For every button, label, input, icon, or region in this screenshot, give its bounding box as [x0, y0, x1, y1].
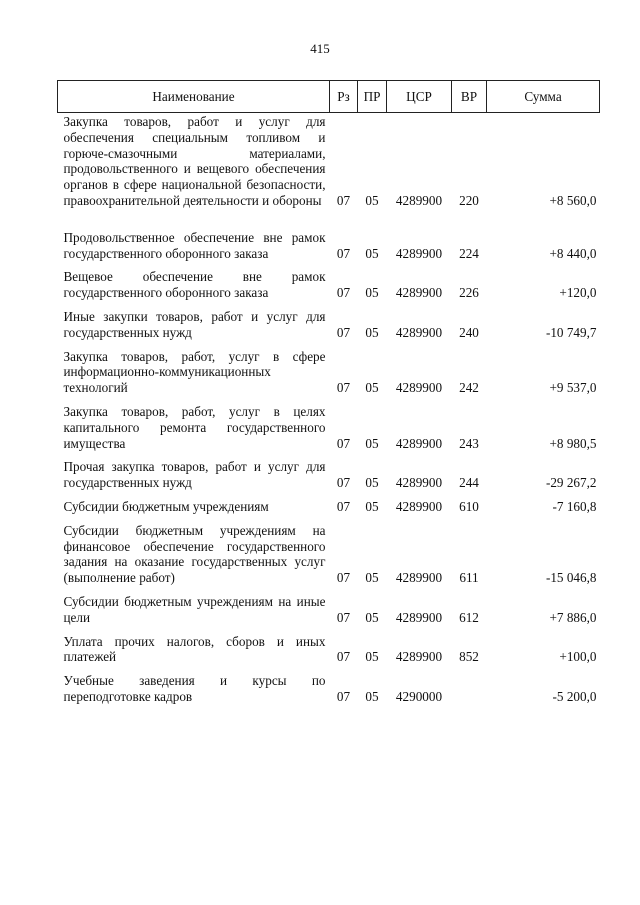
budget-table [57, 80, 600, 713]
cell-sum: -5 200,0 [552, 688, 597, 704]
cell-csr: 4289900 [395, 475, 443, 491]
cell-vr: 611 [459, 570, 479, 586]
cell-sum: +9 537,0 [549, 380, 597, 396]
cell-csr: 4289900 [395, 609, 443, 625]
cell-csr: 4289900 [395, 245, 443, 261]
cell-rz: 07 [336, 570, 351, 586]
cell-pr: 05 [365, 688, 379, 704]
cell-vr: 224 [459, 245, 479, 261]
cell-sum: +8 980,5 [549, 435, 597, 451]
cell-pr: 05 [365, 245, 379, 261]
cell-name: Продовольственное обеспечение вне рамок государственного оборонного заказа [63, 229, 326, 261]
table-header-row [58, 81, 600, 113]
cell-pr: 05 [365, 570, 379, 586]
cell-pr: 05 [365, 324, 379, 340]
cell-vr: 220 [459, 192, 479, 208]
cell-vr [452, 673, 487, 713]
cell-sum: +100,0 [559, 649, 597, 665]
cell-csr: 4289900 [395, 649, 443, 665]
cell-pr: 05 [365, 285, 379, 301]
cell-csr: 4289900 [395, 570, 443, 586]
cell-vr: 240 [459, 324, 479, 340]
cell-name: Закупка товаров, работ, услуг в целях капитального ремонта государственного имущества [63, 403, 326, 451]
cell-sum: -10 749,7 [545, 324, 597, 340]
cell-name: Иные закупки товаров, работ и услуг для государственных нужд [63, 308, 326, 340]
header-vr: ВР [452, 81, 487, 113]
cell-sum: +120,0 [559, 285, 597, 301]
table-row [58, 349, 600, 404]
cell-vr: 244 [459, 475, 479, 491]
cell-rz: 07 [336, 649, 351, 665]
table-row [58, 634, 600, 674]
cell-csr: 4289900 [395, 192, 443, 208]
cell-sum: +8 560,0 [549, 192, 597, 208]
cell-sum: -7 160,8 [552, 498, 597, 514]
cell-name: Уплата прочих налогов, сборов и иных платежей [63, 633, 326, 665]
header-csr: ЦСР [387, 81, 452, 113]
cell-rz: 07 [336, 609, 351, 625]
cell-sum: -15 046,8 [545, 570, 597, 586]
table-row [58, 459, 600, 499]
table-row [58, 269, 600, 309]
table-body [58, 113, 600, 713]
cell-vr: 243 [459, 435, 479, 451]
cell-rz: 07 [336, 435, 351, 451]
cell-csr: 4289900 [395, 285, 443, 301]
cell-sum: +7 886,0 [549, 609, 597, 625]
cell-vr: 610 [459, 498, 479, 514]
cell-csr: 4289900 [395, 380, 443, 396]
cell-name: Закупка товаров, работ и услуг для обеспечения специальным топливом и горюче-смазочными материалами, продовольственного и вещевого обеспечения органов в сфере национальной безопасности, правоохранительной деятельности и обороны [63, 114, 326, 208]
cell-csr: 4289900 [395, 324, 443, 340]
cell-pr: 05 [365, 435, 379, 451]
cell-rz: 07 [336, 285, 351, 301]
cell-rz: 07 [336, 688, 351, 704]
cell-name: Прочая закупка товаров, работ и услуг для государственных нужд [63, 459, 326, 491]
cell-pr: 05 [365, 475, 379, 491]
header-name: Наименование [58, 81, 330, 113]
cell-csr: 4289900 [395, 435, 443, 451]
cell-rz: 07 [336, 498, 351, 514]
table-row [58, 217, 600, 270]
cell-pr: 05 [365, 498, 379, 514]
cell-rz: 07 [336, 380, 351, 396]
cell-sum: +8 440,0 [549, 245, 597, 261]
cell-csr: 4290000 [395, 688, 443, 704]
cell-rz: 07 [336, 245, 351, 261]
table-row [58, 594, 600, 634]
cell-pr: 05 [365, 649, 379, 665]
table-row [58, 499, 600, 523]
cell-rz: 07 [336, 475, 351, 491]
table-row [58, 523, 600, 594]
cell-rz: 07 [336, 192, 351, 208]
table-row [58, 404, 600, 459]
cell-name: Учебные заведения и курсы по переподготовке кадров [63, 673, 326, 704]
cell-name: Субсидии бюджетным учреждениям на иные цели [63, 593, 326, 625]
table-row [58, 673, 600, 713]
cell-pr: 05 [365, 609, 379, 625]
cell-vr: 226 [459, 285, 479, 301]
cell-name: Субсидии бюджетным учреждениям [63, 498, 269, 514]
cell-vr: 612 [459, 609, 479, 625]
cell-vr: 852 [459, 649, 479, 665]
table-row [58, 113, 600, 217]
cell-rz: 07 [336, 324, 351, 340]
header-rz: Рз [330, 81, 358, 113]
cell-pr: 05 [365, 192, 379, 208]
table-row [58, 309, 600, 349]
cell-sum: -29 267,2 [545, 475, 597, 491]
page-number: 415 [310, 41, 330, 56]
cell-name: Вещевое обеспечение вне рамок государственного оборонного заказа [63, 269, 326, 301]
header-sum: Сумма [487, 81, 600, 113]
cell-name: Субсидии бюджетным учреждениям на финансовое обеспечение государственного задания на оказание государственных услуг (выполнение работ) [63, 522, 326, 586]
cell-pr: 05 [365, 380, 379, 396]
header-pr: ПР [358, 81, 387, 113]
cell-name: Закупка товаров, работ, услуг в сфере информационно-коммуникационных технологий [63, 348, 326, 396]
cell-csr: 4289900 [395, 498, 443, 514]
cell-vr: 242 [459, 380, 479, 396]
